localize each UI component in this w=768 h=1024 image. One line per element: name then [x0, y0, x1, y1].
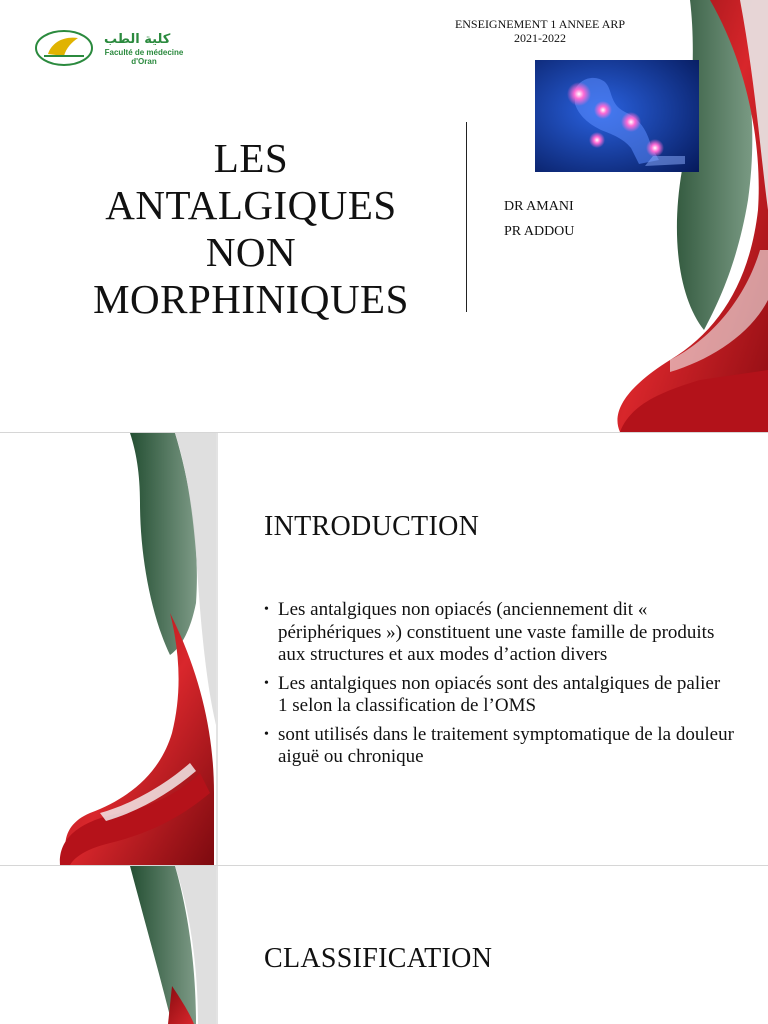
authors: [504, 194, 574, 244]
title-line: ANTALGIQUES: [105, 182, 397, 228]
bullet-text: Les antalgiques non opiacés (anciennement dit « périphériques ») constituent une vaste famille de produits aux structures et aux modes d’action divers: [278, 599, 715, 665]
vertical-divider: [466, 122, 467, 312]
bullet-icon: •: [264, 602, 269, 617]
bullet-list: [264, 599, 734, 775]
ribbon-decoration: [0, 866, 220, 1024]
logo-french-line: d'Oran: [131, 57, 157, 66]
logo-emblem-icon: [34, 26, 94, 68]
course-info: [440, 17, 640, 45]
title-line: LES: [213, 135, 289, 181]
slide-heading: INTRODUCTION: [264, 511, 480, 542]
list-item: [264, 673, 734, 718]
classification-slide: [0, 866, 768, 1024]
title-line: NON: [205, 229, 297, 275]
presentation-title: [70, 135, 432, 323]
faculty-logo: [34, 26, 194, 68]
title-line: MORPHINIQUES: [93, 276, 409, 322]
introduction-slide: [0, 433, 768, 865]
logo-french-text: [96, 48, 192, 66]
bullet-icon: •: [264, 675, 269, 691]
logo-arabic-text: كلية الطب: [104, 32, 171, 47]
title-slide: [0, 0, 768, 432]
author-name: PR ADDOU: [504, 224, 575, 239]
course-title: ENSEIGNEMENT 1 ANNEE ARP: [454, 17, 626, 31]
bullet-icon: •: [264, 726, 269, 742]
pain-illustration: [535, 60, 699, 172]
bullet-text: Les antalgiques non opiacés sont des antalgiques de palier 1 selon la classification de l’OMS: [278, 672, 721, 716]
course-year: 2021-2022: [514, 31, 566, 45]
logo-french-line: Faculté de médecine: [104, 48, 184, 57]
author-name: DR AMANI: [504, 199, 574, 214]
ribbon-decoration: [0, 433, 220, 865]
bullet-text: sont utilisés dans le traitement symptomatique de la douleur aiguë ou chronique: [278, 723, 734, 767]
list-item: [264, 599, 734, 667]
slide-heading: CLASSIFICATION: [264, 943, 493, 974]
list-item: [264, 724, 734, 769]
